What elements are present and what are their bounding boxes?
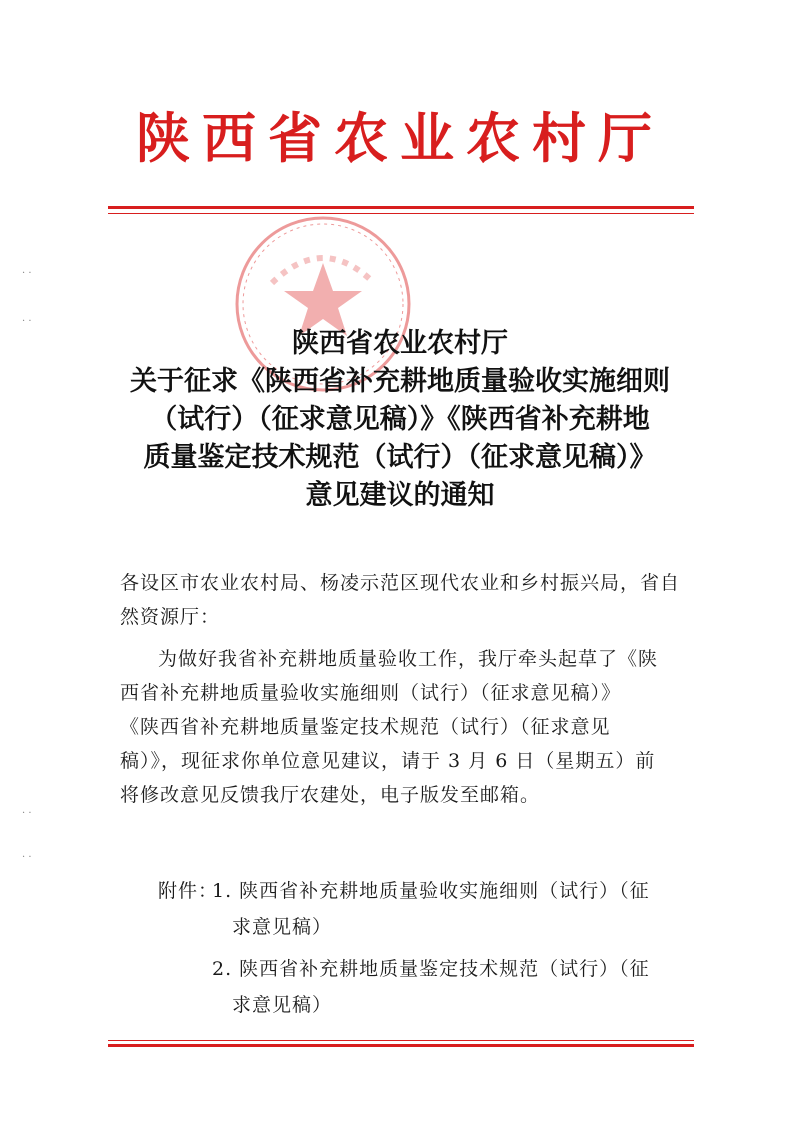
- scan-mark-2: · ·: [22, 316, 32, 327]
- attachment-2-line-1: 2. 陕西省补充耕地质量鉴定技术规范（试行）（征: [212, 958, 650, 980]
- paragraph-line-5: 将修改意见反馈我厅农建处，电子版发至邮箱。: [120, 784, 541, 806]
- paragraph-line-2: 西省补充耕地质量验收实施细则（试行）（征求意见稿）》: [120, 682, 622, 704]
- notice-title: [100, 325, 700, 515]
- body-paragraph: [120, 642, 700, 812]
- paragraph-line-4: 稿）》，现征求你单位意见建议，请于 3 月 6 日（星期五）前: [120, 750, 656, 772]
- scan-mark-3: · ·: [22, 808, 32, 819]
- title-line-4: 质量鉴定技术规范（试行）（征求意见稿）》: [143, 442, 657, 473]
- attachment-1-line-2: 求意见稿）: [232, 916, 333, 938]
- scan-mark-4: · ·: [22, 852, 32, 863]
- recipient-line-1: 各设区市农业农村局、杨凌示范区现代农业和乡村振兴局，省自: [120, 572, 681, 594]
- paragraph-line-3: 《陕西省补充耕地质量鉴定技术规范（试行）（征求意见: [120, 716, 611, 738]
- recipient-line-2: 然资源厅：: [120, 606, 221, 628]
- title-line-2: 关于征求《陕西省补充耕地质量验收实施细则: [130, 366, 670, 397]
- footer-rule-thick: [108, 1044, 694, 1047]
- letterhead-rule-thick: [108, 206, 694, 209]
- recipient-block: [120, 566, 700, 634]
- attachment-1-line-1: 1. 陕西省补充耕地质量验收实施细则（试行）（征: [212, 880, 650, 902]
- title-line-5: 意见建议的通知: [305, 480, 495, 511]
- title-line-3: （试行）（征求意见稿）》《陕西省补充耕地: [150, 404, 650, 435]
- title-line-1: 陕西省农业农村厅: [292, 328, 508, 359]
- footer-rule-thin: [108, 1040, 694, 1041]
- scan-mark-1: · ·: [22, 268, 32, 279]
- paragraph-line-1: 为做好我省补充耕地质量验收工作，我厅牵头起草了《陕: [158, 648, 659, 670]
- letterhead-title: 陕西省农业农村厅: [136, 106, 664, 170]
- attachment-2-line-2: 求意见稿）: [232, 994, 333, 1016]
- attachments-label: 附件：: [158, 880, 219, 902]
